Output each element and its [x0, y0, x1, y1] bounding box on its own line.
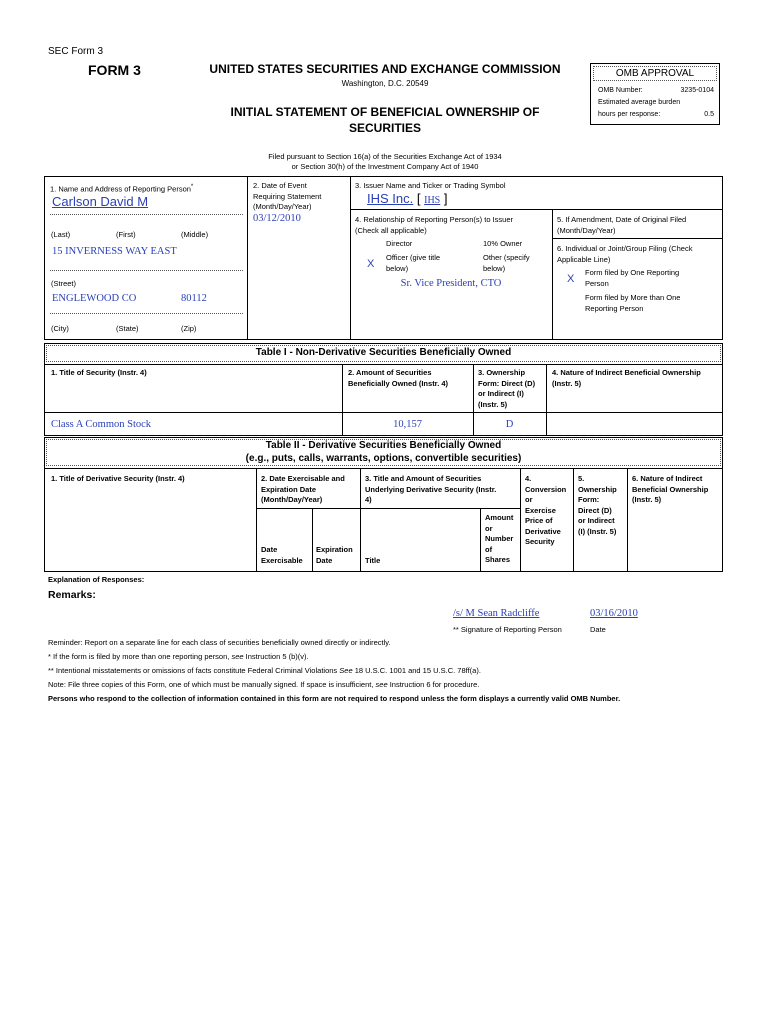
table2-sub-amount: Amount or Number of Shares — [485, 513, 514, 564]
officer-label: Officer (give title below) — [386, 253, 441, 273]
officer-checkmark[interactable]: X — [367, 258, 375, 270]
note-multiple-persons: * If the form is filed by more than one reporting person, see Instruction 5 (b)(v). — [48, 652, 309, 661]
table2-sub-date-exercisable: Date Exercisable — [261, 545, 303, 565]
table1-col-amount: 2. Amount of Securities Beneficially Owned (Instr. 4) — [348, 368, 449, 388]
signature-label: ** Signature of Reporting Person — [453, 625, 562, 634]
table1-col-title: 1. Title of Security (Instr. 4) — [51, 368, 147, 377]
table2-col-dates: 2. Date Exercisable and Expiration Date (Month/Day/Year) — [261, 474, 345, 504]
box5-label: 5. If Amendment, Date of Original Filed (Month/Day/Year) — [557, 215, 687, 235]
issuer-name[interactable]: IHS Inc. [ IHS ] — [367, 191, 448, 206]
omb-burden-label: Estimated average burden — [598, 99, 681, 106]
sec-form-label: SEC Form 3 — [48, 46, 104, 57]
table2-subtitle: (e.g., puts, calls, warrants, options, convertible securities) — [245, 453, 522, 464]
filed-pursuant-line1: Filed pursuant to Section 16(a) of the Securities Exchange Act of 1934 — [268, 152, 502, 161]
omb-number-value: 3235-0104 — [680, 87, 714, 94]
first-label: (First) — [116, 230, 136, 239]
middle-label: (Middle) — [181, 230, 209, 239]
event-date-value: 03/12/2010 — [253, 213, 301, 224]
zip-label: (Zip) — [181, 324, 197, 333]
last-label: (Last) — [51, 230, 71, 239]
box6-label: 6. Individual or Joint/Group Filing (Check Applicable Line) — [557, 244, 693, 264]
agency-location: Washington, D.C. 20549 — [341, 79, 429, 88]
state-label: (State) — [116, 324, 139, 333]
box1-label: 1. Name and Address of Reporting Person* — [50, 184, 194, 194]
omb-approval-box — [590, 63, 720, 125]
omb-approval-title: OMB APPROVAL — [593, 66, 717, 81]
form-title: FORM 3 — [88, 62, 141, 78]
city-label: (City) — [51, 324, 69, 333]
note-file-copies: Note: File three copies of this Form, one of which must be manually signed. If space is insufficient, see Instruction 6 for procedure. — [48, 680, 480, 689]
date-label: Date — [590, 625, 606, 634]
remarks-label: Remarks: — [48, 589, 96, 601]
table1-row-amount: 10,157 — [393, 419, 422, 430]
table2-col-underlying: 3. Title and Amount of Securities Underlying Derivative Security (Instr. 4) — [365, 474, 497, 504]
explanation-label: Explanation of Responses: — [48, 575, 145, 584]
omb-hours-value: 0.5 — [704, 111, 714, 118]
box2-label: 2. Date of Event Requiring Statement (Month/Day/Year) — [253, 181, 322, 211]
table1-col-nature: 4. Nature of Indirect Beneficial Ownership (Instr. 5) — [552, 368, 701, 388]
signature-date-value: 03/16/2010 — [590, 608, 638, 619]
more-persons-label: Form filed by More than One Reporting Person — [585, 293, 681, 313]
omb-hours-label: hours per response: — [598, 111, 661, 118]
reporting-person-name[interactable]: Carlson David M — [52, 194, 149, 209]
one-person-checkmark[interactable]: X — [567, 273, 575, 285]
table2-col-ownership: 5. Ownership Form: Direct (D) or Indirect (I) (Instr. 5) — [578, 474, 617, 536]
statement-title-line2: SECURITIES — [348, 121, 421, 135]
filed-pursuant-line2: or Section 30(h) of the Investment Company Act of 1940 — [291, 162, 479, 171]
city-value: ENGLEWOOD CO — [52, 293, 137, 304]
box4-label: 4. Relationship of Reporting Person(s) to Issuer (Check all applicable) — [355, 215, 513, 235]
other-label: Other (specify below) — [483, 253, 530, 273]
box3-label: 3. Issuer Name and Ticker or Trading Symbol — [355, 181, 506, 190]
officer-title-value: Sr. Vice President, CTO — [400, 278, 502, 289]
director-label: Director — [386, 239, 413, 248]
omb-notice: Persons who respond to the collection of information contained in this form are not required to respond unless the form displays a currently valid OMB Number. — [48, 694, 621, 703]
one-person-label: Form filed by One Reporting Person — [585, 268, 680, 288]
signature-value: /s/ M Sean Radcliffe — [453, 608, 540, 619]
statement-title: INITIAL STATEMENT OF BENEFICIAL OWNERSHIP OF — [230, 105, 540, 119]
agency-name: UNITED STATES SECURITIES AND EXCHANGE COMMISSION — [209, 62, 561, 76]
table2-col-nature: 6. Nature of Indirect Beneficial Ownership (Instr. 5) — [632, 474, 709, 504]
table2-sub-title: Title — [365, 556, 381, 565]
table1-col-ownership: 3. Ownership Form: Direct (D) or Indirect (I) (Instr. 5) — [478, 368, 536, 409]
street-value: 15 INVERNESS WAY EAST — [52, 246, 177, 257]
table1-row-form: D — [505, 419, 514, 430]
ten-pct-owner-label: 10% Owner — [483, 239, 523, 248]
table2-col-title: 1. Title of Derivative Security (Instr. 4) — [51, 474, 185, 483]
zip-value: 80112 — [181, 293, 207, 304]
table2-col-conversion: 4. Conversion or Exercise Price of Derivative Security — [525, 474, 567, 546]
reminder-note: Reminder: Report on a separate line for each class of securities beneficially owned directly or indirectly. — [48, 638, 391, 647]
omb-number-label: OMB Number: — [598, 87, 643, 94]
table1-title: Table I - Non-Derivative Securities Beneficially Owned — [255, 347, 512, 358]
street-label: (Street) — [51, 279, 77, 288]
table1-row-title: Class A Common Stock — [51, 419, 152, 430]
note-criminal-violations: ** Intentional misstatements or omissions of facts constitute Federal Criminal Violations See 18 U.S.C. 1001 and 15 U.S.C. 78ff(a). — [48, 666, 481, 675]
table2-title: Table II - Derivative Securities Beneficially Owned — [265, 440, 502, 451]
table2-sub-expiration: Expiration Date — [316, 545, 353, 565]
